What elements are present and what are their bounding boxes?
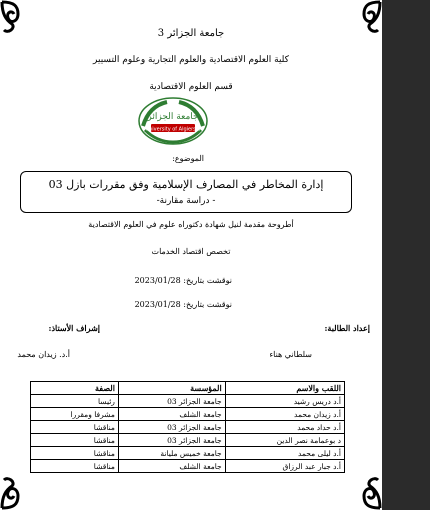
table-row [31,421,345,434]
table-row [31,395,345,408]
jury-name: أ.د ليلى محمد [225,447,344,460]
table-row [31,408,345,421]
table-row [31,434,345,447]
corner-ornament-bottom-right [352,472,382,510]
jury-name: د بوعمامة نصر الدين [225,434,344,447]
jury-institution: جامعة الجزائر 03 [118,421,225,434]
student-label: إعداد الطالبة: [324,323,370,333]
jury-institution: جامعة خميس مليانة [118,447,225,460]
jury-name: أ.د جبار عبد الرزاق [225,460,344,473]
header-role: الصفة [31,382,119,395]
table-row [31,447,345,460]
header-institution: المؤسسة [118,382,225,395]
jury-name: أ.د دريس رشيد [225,395,344,408]
jury-role: مناقشا [31,421,119,434]
jury-role: مناقشا [31,447,119,460]
university-logo [137,96,209,146]
header-name: اللقب والاسم [225,382,344,395]
jury-institution: جامعة الجزائر 03 [118,395,225,408]
topic-box [20,171,352,213]
table-row [31,460,345,473]
thesis-subtitle: - دراسة مقارنة- [156,196,216,206]
jury-role: مناقشا [31,434,119,447]
jury-institution: جامعة الجزائر 03 [118,434,225,447]
thesis-description: أطروحة مقدمة لنيل شهادة دكتوراه علوم في العلوم الاقتصادية [88,220,294,229]
viewer-background [382,0,430,510]
logo-latin-text: University of Algiers 3 [145,126,201,133]
supervisor-name: أ.د. زيدان محمد [17,350,70,359]
student-name: سلطاني هناء [269,350,312,359]
jury-name: أ.د زيدان محمد [225,408,344,421]
jury-table [30,381,345,473]
jury-institution: جامعة الشلف [118,408,225,421]
corner-ornament-bottom-left [0,472,30,510]
department-name: قسم العلوم الاقتصادية [149,82,233,92]
defense-date: نوقشت بتاريخ: 2023/01/28 [134,276,232,285]
university-name: جامعة الجزائر 3 [157,28,225,39]
jury-role: مناقشا [31,460,119,473]
jury-role: رئيسا [31,395,119,408]
subject-label: الموضوع: [172,154,204,163]
thesis-specialty: تخصص اقتصاد الخدمات [151,247,231,256]
defense-date-repeat: نوقشت بتاريخ: 2023/01/28 [134,300,232,309]
jury-institution: جامعة الشلف [118,460,225,473]
jury-role: مشرفا ومقررا [31,408,119,421]
jury-table-header [31,382,345,395]
logo-arabic-text: جامعة الجزائر [147,112,199,122]
thesis-title: إدارة المخاطر في المصارف الإسلامية وفق مقررات بازل 03 [48,178,324,191]
supervisor-label: إشراف الأستاذ: [48,323,100,333]
faculty-name: كلية العلوم الاقتصادية والعلوم التجارية وعلوم التسيير [93,55,289,65]
jury-name: أ.د حداد محمد [225,421,344,434]
